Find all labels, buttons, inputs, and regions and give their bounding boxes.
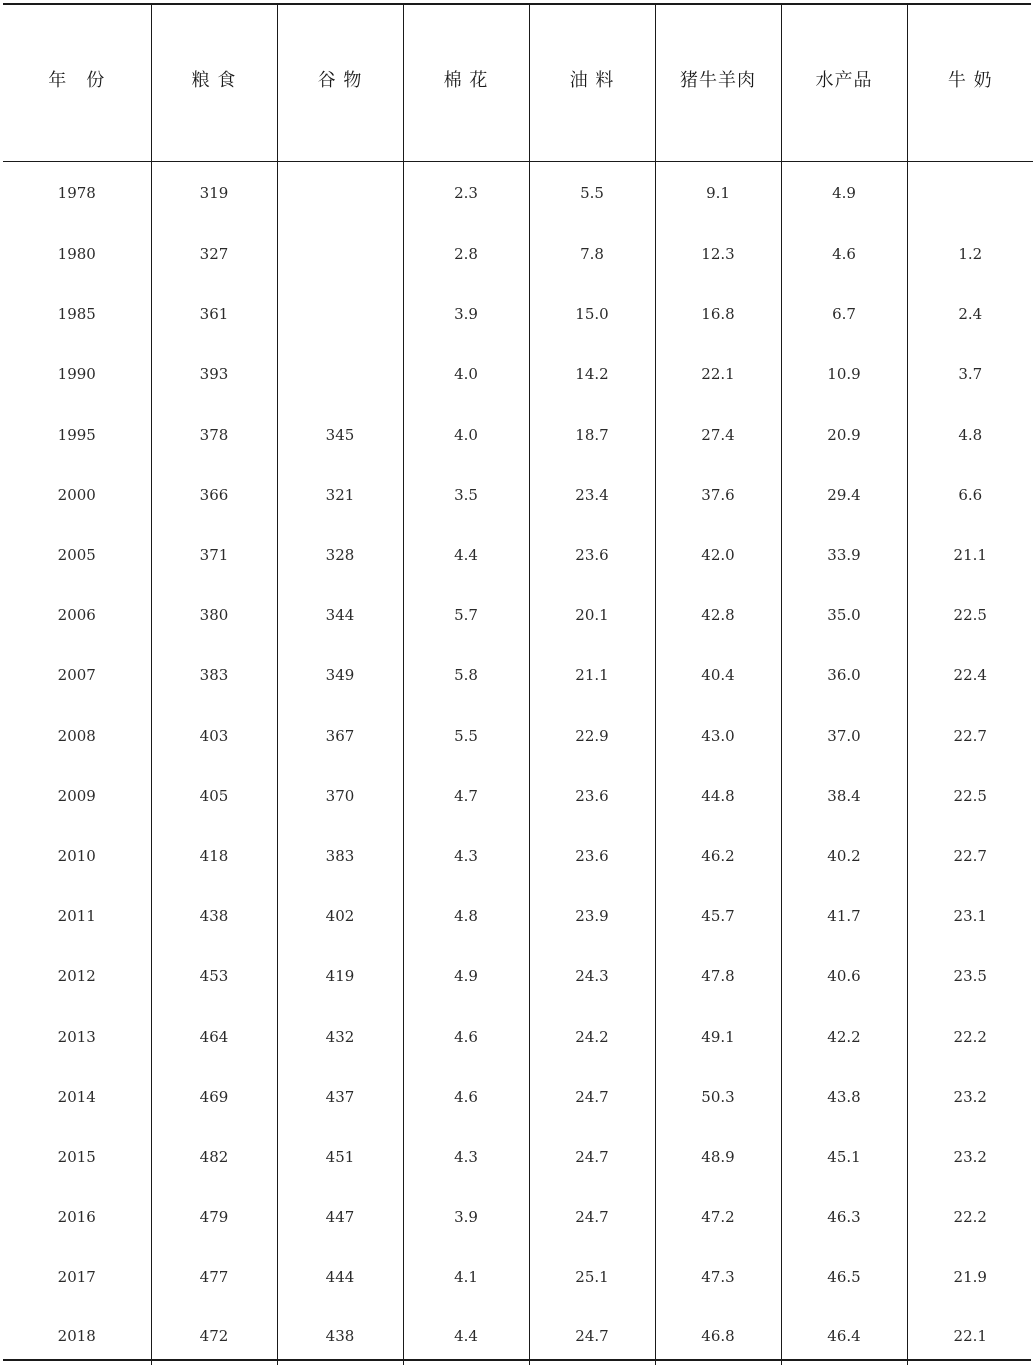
value-cell: 23.2: [907, 1067, 1033, 1127]
per-capita-output-table: [3, 5, 1033, 1365]
year-cell: 2007: [3, 645, 151, 705]
value-cell: 33.9: [781, 525, 907, 585]
value-cell: 23.9: [529, 886, 655, 946]
table-row: [3, 284, 1033, 344]
value-cell: 405: [151, 766, 277, 826]
value-cell: 4.1: [403, 1247, 529, 1307]
table-row: [3, 946, 1033, 1006]
value-cell: 40.2: [781, 826, 907, 886]
value-cell: 24.7: [529, 1127, 655, 1187]
value-cell: 18.7: [529, 405, 655, 465]
table-page: [3, 3, 1031, 1361]
value-cell: 46.8: [655, 1307, 781, 1365]
table-row: [3, 1307, 1033, 1365]
value-cell: 451: [277, 1127, 403, 1187]
table-row: [3, 1187, 1033, 1247]
value-cell: 477: [151, 1247, 277, 1307]
value-cell: 6.7: [781, 284, 907, 344]
table-row: [3, 585, 1033, 645]
value-cell: 4.8: [403, 886, 529, 946]
value-cell: 432: [277, 1006, 403, 1066]
value-cell: 22.2: [907, 1006, 1033, 1066]
value-cell: 1.2: [907, 224, 1033, 284]
year-cell: 1990: [3, 344, 151, 404]
value-cell: 40.4: [655, 645, 781, 705]
value-cell: 46.5: [781, 1247, 907, 1307]
value-cell: 47.8: [655, 946, 781, 1006]
value-cell: [907, 162, 1033, 225]
value-cell: 29.4: [781, 465, 907, 525]
year-cell: 2013: [3, 1006, 151, 1066]
value-cell: [277, 344, 403, 404]
table-row: [3, 766, 1033, 826]
table-row: [3, 706, 1033, 766]
value-cell: 15.0: [529, 284, 655, 344]
value-cell: 5.5: [529, 162, 655, 225]
table-body: [3, 162, 1033, 1365]
value-cell: 4.3: [403, 826, 529, 886]
year-cell: 1995: [3, 405, 151, 465]
value-cell: 361: [151, 284, 277, 344]
value-cell: [277, 224, 403, 284]
header-aquatic: [781, 5, 907, 162]
value-cell: 383: [151, 645, 277, 705]
table-row: [3, 1247, 1033, 1307]
value-cell: 2.8: [403, 224, 529, 284]
table-row: [3, 162, 1033, 225]
year-cell: 1980: [3, 224, 151, 284]
value-cell: 367: [277, 706, 403, 766]
value-cell: 47.3: [655, 1247, 781, 1307]
value-cell: 22.5: [907, 585, 1033, 645]
value-cell: 418: [151, 826, 277, 886]
value-cell: 344: [277, 585, 403, 645]
value-cell: 24.2: [529, 1006, 655, 1066]
value-cell: 321: [277, 465, 403, 525]
value-cell: 3.9: [403, 284, 529, 344]
value-cell: 40.6: [781, 946, 907, 1006]
value-cell: 23.6: [529, 525, 655, 585]
value-cell: 23.6: [529, 826, 655, 886]
year-cell: 2017: [3, 1247, 151, 1307]
value-cell: 419: [277, 946, 403, 1006]
value-cell: 42.0: [655, 525, 781, 585]
table-row: [3, 645, 1033, 705]
table-row: [3, 525, 1033, 585]
column-header-label: 牛 奶: [948, 70, 993, 91]
value-cell: 3.9: [403, 1187, 529, 1247]
value-cell: 447: [277, 1187, 403, 1247]
header-meat: [655, 5, 781, 162]
value-cell: 5.5: [403, 706, 529, 766]
value-cell: 444: [277, 1247, 403, 1307]
value-cell: 48.9: [655, 1127, 781, 1187]
year-cell: 2008: [3, 706, 151, 766]
value-cell: 403: [151, 706, 277, 766]
value-cell: 44.8: [655, 766, 781, 826]
value-cell: 22.2: [907, 1187, 1033, 1247]
table-row: [3, 1127, 1033, 1187]
year-cell: 1985: [3, 284, 151, 344]
value-cell: 35.0: [781, 585, 907, 645]
value-cell: 43.0: [655, 706, 781, 766]
value-cell: 383: [277, 826, 403, 886]
header-oilseed: [529, 5, 655, 162]
value-cell: 370: [277, 766, 403, 826]
value-cell: 378: [151, 405, 277, 465]
value-cell: 24.7: [529, 1307, 655, 1365]
value-cell: 472: [151, 1307, 277, 1365]
value-cell: [277, 162, 403, 225]
value-cell: 21.1: [907, 525, 1033, 585]
value-cell: 4.8: [907, 405, 1033, 465]
value-cell: 4.6: [403, 1067, 529, 1127]
header-cotton: [403, 5, 529, 162]
header-milk: [907, 5, 1033, 162]
value-cell: 14.2: [529, 344, 655, 404]
year-cell: 2010: [3, 826, 151, 886]
column-header-label: 谷 物: [318, 70, 363, 91]
column-header-label: 棉 花: [444, 70, 489, 91]
year-cell: 2014: [3, 1067, 151, 1127]
value-cell: 319: [151, 162, 277, 225]
value-cell: 437: [277, 1067, 403, 1127]
value-cell: 4.0: [403, 344, 529, 404]
year-cell: 2016: [3, 1187, 151, 1247]
value-cell: 3.7: [907, 344, 1033, 404]
value-cell: 46.3: [781, 1187, 907, 1247]
value-cell: 41.7: [781, 886, 907, 946]
value-cell: 46.4: [781, 1307, 907, 1365]
value-cell: 393: [151, 344, 277, 404]
table-row: [3, 1006, 1033, 1066]
table-row: [3, 886, 1033, 946]
value-cell: 366: [151, 465, 277, 525]
header-grain: [151, 5, 277, 162]
value-cell: 4.3: [403, 1127, 529, 1187]
year-cell: 2006: [3, 585, 151, 645]
value-cell: 438: [151, 886, 277, 946]
value-cell: 10.9: [781, 344, 907, 404]
value-cell: 22.7: [907, 826, 1033, 886]
value-cell: 4.7: [403, 766, 529, 826]
value-cell: 37.6: [655, 465, 781, 525]
value-cell: 20.9: [781, 405, 907, 465]
value-cell: 23.2: [907, 1127, 1033, 1187]
value-cell: 4.6: [403, 1006, 529, 1066]
value-cell: 23.6: [529, 766, 655, 826]
value-cell: 371: [151, 525, 277, 585]
value-cell: 5.8: [403, 645, 529, 705]
value-cell: 438: [277, 1307, 403, 1365]
value-cell: 453: [151, 946, 277, 1006]
value-cell: 2.3: [403, 162, 529, 225]
value-cell: 12.3: [655, 224, 781, 284]
year-cell: 2005: [3, 525, 151, 585]
year-cell: 2012: [3, 946, 151, 1006]
column-header-label: 水产品: [816, 70, 873, 91]
value-cell: 22.1: [655, 344, 781, 404]
value-cell: 4.9: [781, 162, 907, 225]
table-header: [3, 5, 1033, 162]
table-row: [3, 1067, 1033, 1127]
value-cell: 43.8: [781, 1067, 907, 1127]
value-cell: 37.0: [781, 706, 907, 766]
value-cell: 49.1: [655, 1006, 781, 1066]
value-cell: 20.1: [529, 585, 655, 645]
value-cell: 21.1: [529, 645, 655, 705]
year-cell: 1978: [3, 162, 151, 225]
value-cell: 27.4: [655, 405, 781, 465]
value-cell: 469: [151, 1067, 277, 1127]
table-row: [3, 405, 1033, 465]
header-cereal: [277, 5, 403, 162]
value-cell: 4.0: [403, 405, 529, 465]
column-header-label: 粮 食: [192, 70, 237, 91]
value-cell: 42.2: [781, 1006, 907, 1066]
table-row: [3, 826, 1033, 886]
value-cell: 327: [151, 224, 277, 284]
table-row: [3, 224, 1033, 284]
year-cell: 2009: [3, 766, 151, 826]
value-cell: 22.4: [907, 645, 1033, 705]
value-cell: 47.2: [655, 1187, 781, 1247]
value-cell: 380: [151, 585, 277, 645]
value-cell: 6.6: [907, 465, 1033, 525]
value-cell: 9.1: [655, 162, 781, 225]
value-cell: 16.8: [655, 284, 781, 344]
value-cell: 22.9: [529, 706, 655, 766]
value-cell: 5.7: [403, 585, 529, 645]
value-cell: 23.5: [907, 946, 1033, 1006]
value-cell: 4.4: [403, 1307, 529, 1365]
value-cell: 22.7: [907, 706, 1033, 766]
table-row: [3, 344, 1033, 404]
value-cell: 464: [151, 1006, 277, 1066]
value-cell: 479: [151, 1187, 277, 1247]
column-header-label: 年 份: [48, 70, 105, 91]
value-cell: 46.2: [655, 826, 781, 886]
year-cell: 2018: [3, 1307, 151, 1365]
value-cell: 25.1: [529, 1247, 655, 1307]
year-cell: 2000: [3, 465, 151, 525]
column-header-label: 猪牛羊肉: [680, 70, 756, 91]
value-cell: 4.9: [403, 946, 529, 1006]
value-cell: 24.7: [529, 1187, 655, 1247]
value-cell: 4.4: [403, 525, 529, 585]
value-cell: 4.6: [781, 224, 907, 284]
value-cell: 45.7: [655, 886, 781, 946]
value-cell: 328: [277, 525, 403, 585]
header-year: [3, 5, 151, 162]
value-cell: 402: [277, 886, 403, 946]
value-cell: 22.5: [907, 766, 1033, 826]
year-cell: 2011: [3, 886, 151, 946]
value-cell: 36.0: [781, 645, 907, 705]
value-cell: 50.3: [655, 1067, 781, 1127]
value-cell: 2.4: [907, 284, 1033, 344]
value-cell: 24.3: [529, 946, 655, 1006]
value-cell: 482: [151, 1127, 277, 1187]
column-header-label: 油 料: [570, 70, 615, 91]
year-cell: 2015: [3, 1127, 151, 1187]
value-cell: 3.5: [403, 465, 529, 525]
value-cell: 23.4: [529, 465, 655, 525]
value-cell: 38.4: [781, 766, 907, 826]
value-cell: 7.8: [529, 224, 655, 284]
value-cell: 23.1: [907, 886, 1033, 946]
value-cell: [277, 284, 403, 344]
value-cell: 22.1: [907, 1307, 1033, 1365]
value-cell: 21.9: [907, 1247, 1033, 1307]
value-cell: 24.7: [529, 1067, 655, 1127]
table-row: [3, 465, 1033, 525]
value-cell: 42.8: [655, 585, 781, 645]
value-cell: 45.1: [781, 1127, 907, 1187]
value-cell: 345: [277, 405, 403, 465]
value-cell: 349: [277, 645, 403, 705]
header-row: [3, 5, 1033, 162]
